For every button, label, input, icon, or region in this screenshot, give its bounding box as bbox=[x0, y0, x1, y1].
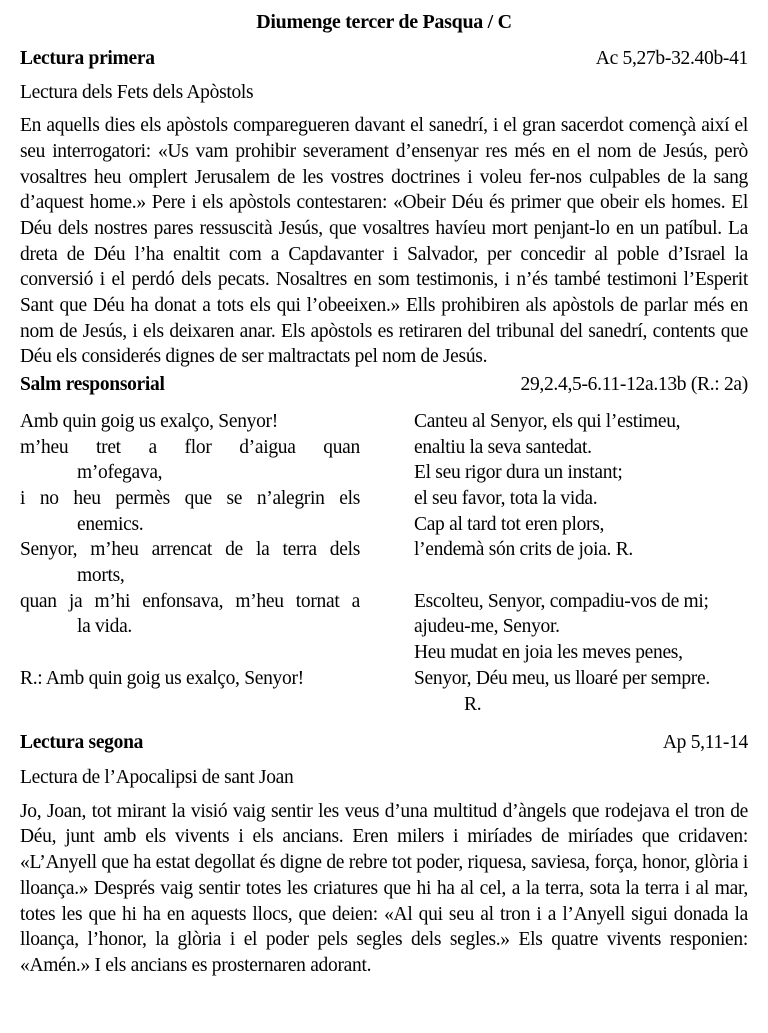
reading1-source: Lectura dels Fets dels Apòstols bbox=[20, 82, 254, 104]
reading1-body: En aquells dies els apòstols comparegueren davant el sanedrí, i el gran sacerdot començà així el seu interrogatori: «Us vam prohibir severament d’ensenyar res més en el nom de Jesús, però vosaltres heu omplert Jerusalem de les vostres doctrines i voleu fer-nos culpables de la sang d’aquest home.» Pere i els apòstols contestaren: «Obeir Déu és primer que obeir els homes. El Déu dels nostres pares ressuscità Jesús, que vosaltres havíeu mort penjant-lo en un patíbul. La dreta de Déu l’ha enaltit com a Capdavanter i Salvador, per concedir al poble d’Israel la conversió i el perdó dels pecats. Nosaltres en som testimonis, i n’és també testimoni l’Esperit Sant que Déu ha donat a tots els qui l’obeeixen.» Ells prohibiren als apòstols de parlar més en nom de Jesús, i els deixaren anar. Els apòstols es retiraren del tribunal del sanedrí, contents que Déu els considerés dignes de ser maltractats pel nom de Jesús. bbox=[20, 115, 748, 368]
psalm-line: ajudeu-me, Senyor. bbox=[414, 616, 560, 638]
psalm-columns bbox=[20, 409, 748, 717]
psalm-line: enaltiu la seva santedat. bbox=[414, 436, 592, 458]
psalm-line: R. bbox=[464, 693, 482, 715]
reading2-source: Lectura de l’Apocalipsi de sant Joan bbox=[20, 766, 294, 788]
psalm-heading-row bbox=[20, 372, 748, 398]
psalm-line: Amb quin goig us exalço, Senyor! bbox=[20, 410, 278, 432]
psalm-line: la vida. bbox=[77, 616, 132, 638]
psalm-line: m’heu tret a flor d’aigua quan bbox=[20, 436, 360, 458]
psalm-line: enemics. bbox=[77, 513, 144, 535]
psalm-line: Escolteu, Senyor, compadiu-vos de mi; bbox=[414, 590, 709, 612]
psalm-left-column bbox=[20, 409, 360, 717]
reading2-heading: Lectura segona bbox=[20, 732, 144, 754]
reading2-heading-row bbox=[20, 730, 748, 756]
psalm-line: m’ofegava, bbox=[77, 462, 163, 484]
reading2-body: Jo, Joan, tot mirant la visió vaig sentir les veus d’una multitud d’àngels que rodejava el tron de Déu, junt amb els vivents i els ancians. Eren milers i miríades de miríades que cridaven: «L’Anyell que ha estat degollat és digne de rebre tot poder, riquesa, saviesa, força, honor, glòria i lloança.» Després vaig sentir totes les criatures que hi ha al cel, a la terra, sota la terra i al mar, totes les que hi ha en aquests llocs, que deien: «Al qui seu al tron i a l’Anyell sigui donada la lloança, l’honor, la glòria i el poder pels segles dels segles.» Els quatre vivents responien: «Amén.» I els ancians es prosternaren adorant. bbox=[20, 800, 748, 976]
psalm-line: Heu mudat en joia les meves penes, bbox=[414, 642, 683, 664]
psalm-line: El seu rigor dura un instant; bbox=[414, 462, 623, 484]
psalm-line: Senyor, m’heu arrencat de la terra dels bbox=[20, 539, 360, 561]
reading1-heading: Lectura primera bbox=[20, 47, 155, 69]
reading2-reference: Ap 5,11-14 bbox=[662, 732, 748, 754]
psalm-line: l’endemà són crits de joia. R. bbox=[414, 539, 633, 561]
psalm-right-column bbox=[414, 409, 748, 717]
psalm-line: Cap al tard tot eren plors, bbox=[414, 513, 605, 535]
psalm-heading: Salm responsorial bbox=[20, 374, 165, 396]
psalm-reference: 29,2.4,5-6.11-12a.13b (R.: 2a) bbox=[520, 374, 748, 396]
psalm-line: R.: Amb quin goig us exalço, Senyor! bbox=[20, 667, 304, 689]
psalm-line: Senyor, Déu meu, us lloaré per sempre. bbox=[414, 667, 710, 689]
page-title: Diumenge tercer de Pasqua / C bbox=[256, 11, 512, 33]
psalm-line: i no heu permès que se n’alegrin els bbox=[20, 487, 360, 509]
psalm-line: el seu favor, tota la vida. bbox=[414, 487, 598, 509]
psalm-line: quan ja m’hi enfonsava, m’heu tornat a bbox=[20, 590, 360, 612]
document-page bbox=[0, 10, 768, 1033]
reading1-reference: Ac 5,27b-32.40b-41 bbox=[595, 47, 748, 69]
psalm-line: Canteu al Senyor, els qui l’estimeu, bbox=[414, 410, 681, 432]
psalm-line: morts, bbox=[77, 565, 125, 587]
reading1-heading-row bbox=[20, 46, 748, 72]
psalm-line bbox=[414, 563, 748, 589]
psalm-line bbox=[20, 640, 360, 666]
